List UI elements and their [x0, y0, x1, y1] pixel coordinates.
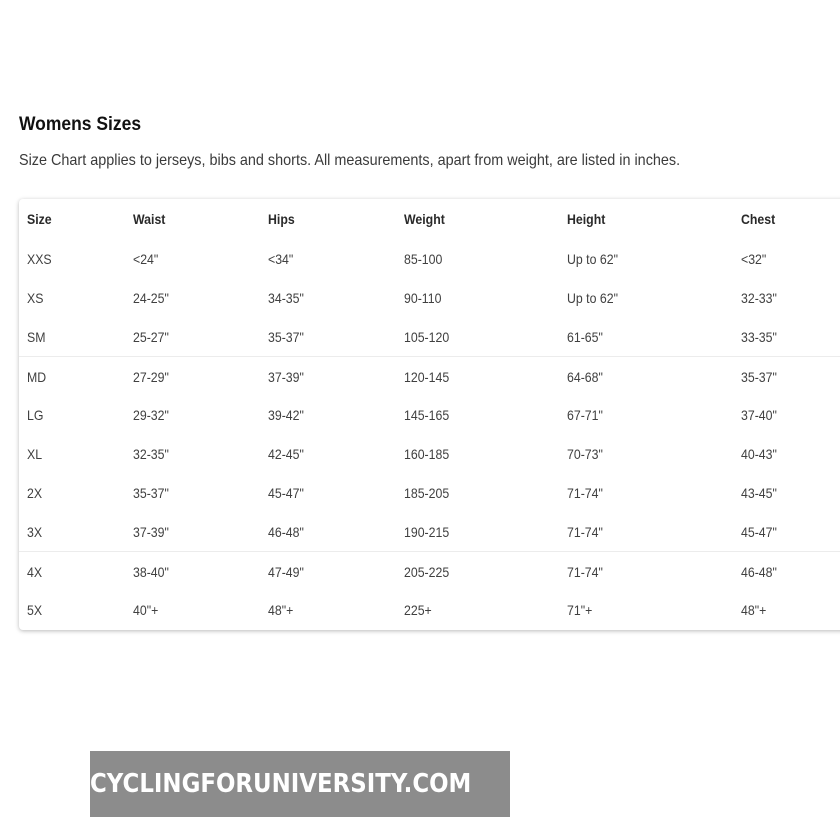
- cell-waist: 40"+: [133, 602, 159, 618]
- cell-weight: 90-110: [404, 290, 442, 306]
- column-header-chest: Chest: [741, 211, 776, 227]
- cell-hips: 37-39": [268, 369, 304, 385]
- cell-waist: 29-32": [133, 407, 169, 423]
- cell-height: Up to 62": [567, 290, 618, 306]
- cell-hips: 45-47": [268, 485, 304, 501]
- cell-height: 70-73": [567, 446, 603, 462]
- cell-height: 71-74": [567, 485, 603, 501]
- cell-chest: 45-47": [741, 524, 777, 540]
- table-header-row: [19, 199, 840, 239]
- cell-chest: 40-43": [741, 446, 777, 462]
- cell-chest: 32-33": [741, 290, 777, 306]
- cell-size: 5X: [27, 602, 43, 618]
- cell-chest: <32": [741, 251, 767, 267]
- cell-size: 3X: [27, 524, 43, 540]
- table-row: [19, 278, 840, 317]
- table-row: [19, 356, 840, 396]
- cell-waist: 24-25": [133, 290, 169, 306]
- cell-height: 71"+: [567, 602, 593, 618]
- cell-hips: 34-35": [268, 290, 304, 306]
- cell-waist: 32-35": [133, 446, 169, 462]
- cell-height: 61-65": [567, 329, 603, 345]
- cell-weight: 190-215: [404, 524, 450, 540]
- cell-hips: 35-37": [268, 329, 304, 345]
- cell-hips: 46-48": [268, 524, 304, 540]
- cell-chest: 43-45": [741, 485, 777, 501]
- table-row: [19, 239, 840, 278]
- cell-waist: 35-37": [133, 485, 169, 501]
- cell-chest: 33-35": [741, 329, 777, 345]
- column-header-weight: Weight: [404, 211, 445, 227]
- cell-size: LG: [27, 407, 44, 423]
- cell-hips: 39-42": [268, 407, 304, 423]
- table-row: [19, 512, 840, 551]
- watermark-text: CYCLINGFORUNIVERSITY.COM: [90, 769, 472, 799]
- cell-size: XS: [27, 290, 44, 306]
- cell-height: Up to 62": [567, 251, 618, 267]
- cell-size: 2X: [27, 485, 43, 501]
- cell-hips: 42-45": [268, 446, 304, 462]
- cell-size: MD: [27, 369, 47, 385]
- cell-height: 71-74": [567, 524, 603, 540]
- cell-waist: 25-27": [133, 329, 169, 345]
- column-header-hips: Hips: [268, 211, 295, 227]
- cell-hips: 48"+: [268, 602, 294, 618]
- table-row: [19, 473, 840, 512]
- cell-hips: <34": [268, 251, 294, 267]
- table-row: [19, 317, 840, 356]
- column-header-size: Size: [27, 211, 52, 227]
- cell-height: 67-71": [567, 407, 603, 423]
- cell-waist: <24": [133, 251, 159, 267]
- cell-hips: 47-49": [268, 564, 304, 580]
- cell-size: SM: [27, 329, 46, 345]
- column-header-waist: Waist: [133, 211, 166, 227]
- table-row: [19, 434, 840, 473]
- cell-weight: 105-120: [404, 329, 450, 345]
- cell-weight: 85-100: [404, 251, 443, 267]
- watermark-banner: [90, 751, 510, 817]
- column-header-height: Height: [567, 211, 606, 227]
- page-subtitle: Size Chart applies to jerseys, bibs and shorts. All measurements, apart from weight, are listed in inches.: [19, 152, 681, 169]
- table-row: [19, 551, 840, 591]
- cell-chest: 46-48": [741, 564, 777, 580]
- cell-size: XL: [27, 446, 43, 462]
- cell-size: XXS: [27, 251, 52, 267]
- cell-height: 64-68": [567, 369, 603, 385]
- cell-waist: 27-29": [133, 369, 169, 385]
- table-row: [19, 590, 840, 629]
- cell-waist: 38-40": [133, 564, 169, 580]
- cell-size: 4X: [27, 564, 43, 580]
- cell-waist: 37-39": [133, 524, 169, 540]
- cell-weight: 225+: [404, 602, 432, 618]
- cell-weight: 185-205: [404, 485, 450, 501]
- table-row: [19, 395, 840, 434]
- cell-chest: 37-40": [741, 407, 777, 423]
- cell-height: 71-74": [567, 564, 603, 580]
- cell-weight: 145-165: [404, 407, 450, 423]
- cell-weight: 160-185: [404, 446, 450, 462]
- cell-chest: 48"+: [741, 602, 767, 618]
- cell-weight: 205-225: [404, 564, 450, 580]
- page-title: Womens Sizes: [19, 114, 142, 135]
- cell-weight: 120-145: [404, 369, 450, 385]
- cell-chest: 35-37": [741, 369, 777, 385]
- size-table: [19, 199, 840, 630]
